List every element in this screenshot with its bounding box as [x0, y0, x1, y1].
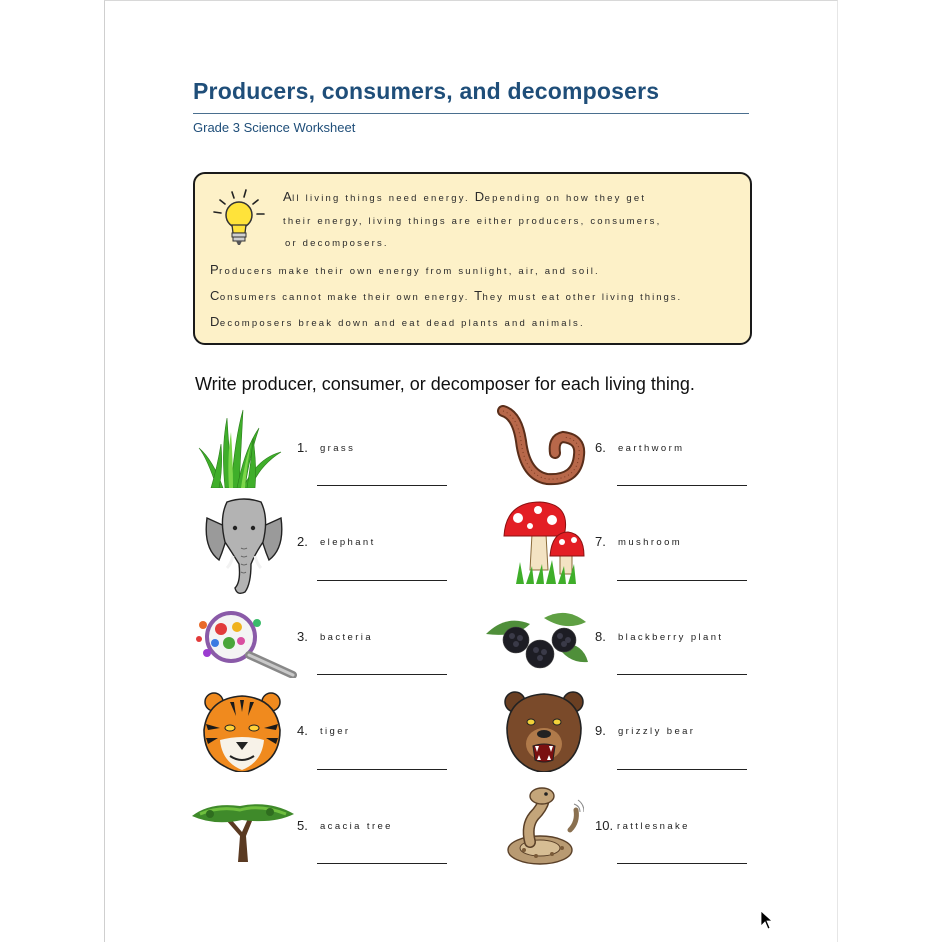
elephant-icon [203, 498, 285, 596]
instructions: Write producer, consumer, or decomposer for each living thing. [195, 374, 695, 394]
answer-line-6[interactable] [617, 485, 747, 486]
title-rule [193, 113, 749, 114]
info-line-1: All living things need energy. Depending on how they get [283, 189, 647, 204]
decomposers-definition: Decomposers break down and eat dead plants and animals. [210, 314, 585, 329]
bacteria-icon [193, 605, 298, 678]
item-label-mushroom: mushroom [618, 537, 683, 548]
answer-line-1[interactable] [317, 485, 447, 486]
bear-icon [503, 690, 585, 772]
item-label-blackberry-plant: blackberry plant [618, 632, 724, 643]
item-label-earthworm: earthworm [618, 443, 685, 454]
light-bulb-icon [210, 188, 268, 246]
item-number: 9. [595, 723, 606, 738]
worksheet-subtitle: Grade 3 Science Worksheet [193, 120, 356, 135]
mushroom-icon [502, 500, 586, 584]
acacia-tree-icon [190, 796, 296, 862]
info-line-3: or decomposers. [285, 238, 389, 249]
tiger-icon [200, 690, 285, 772]
grass-icon [197, 408, 285, 488]
item-label-tiger: tiger [320, 726, 351, 737]
answer-line-4[interactable] [317, 769, 447, 770]
answer-line-7[interactable] [617, 580, 747, 581]
item-label-grizzly-bear: grizzly bear [618, 726, 696, 737]
answer-line-8[interactable] [617, 674, 747, 675]
item-label-rattlesnake: rattlesnake [617, 821, 690, 832]
item-number: 3. [297, 629, 308, 644]
answer-line-10[interactable] [617, 863, 747, 864]
answer-line-3[interactable] [317, 674, 447, 675]
item-number: 4. [297, 723, 308, 738]
earthworm-icon [497, 405, 587, 489]
item-number: 5. [297, 818, 308, 833]
item-number: 1. [297, 440, 308, 455]
mouse-cursor-icon [760, 910, 774, 930]
item-number: 2. [297, 534, 308, 549]
blackberry-icon [486, 604, 589, 676]
consumers-definition: Consumers cannot make their own energy. They must eat other living things. [210, 288, 683, 303]
worksheet-title: Producers, consumers, and decomposers [193, 78, 660, 104]
answer-line-2[interactable] [317, 580, 447, 581]
item-number: 8. [595, 629, 606, 644]
answer-line-5[interactable] [317, 863, 447, 864]
item-number: 10. [595, 818, 614, 833]
info-line-2: their energy, living things are either producers, consumers, [283, 216, 662, 227]
item-number: 6. [595, 440, 606, 455]
item-label-bacteria: bacteria [320, 632, 373, 643]
item-label-elephant: elephant [320, 537, 376, 548]
producers-definition: Producers make their own energy from sunlight, air, and soil. [210, 262, 600, 277]
item-label-grass: grass [320, 443, 356, 454]
rattlesnake-icon [504, 786, 584, 868]
item-label-acacia-tree: acacia tree [320, 821, 393, 832]
answer-line-9[interactable] [617, 769, 747, 770]
item-number: 7. [595, 534, 606, 549]
